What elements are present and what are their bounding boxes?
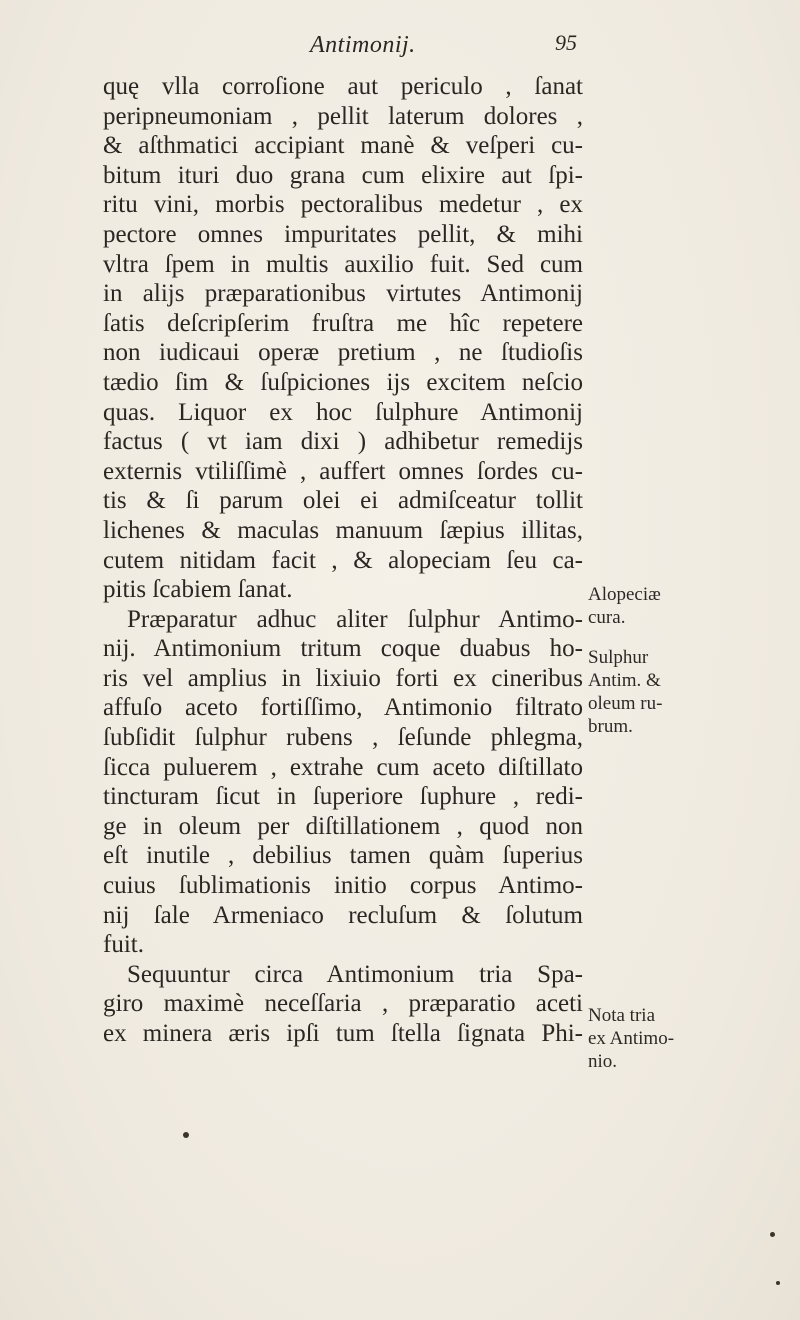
marginal-note-line: Alopeciæ bbox=[588, 584, 661, 605]
text-line: eſt inutile , debilius tamen quàm ſuperius bbox=[103, 842, 583, 870]
text-line: nij. Antimonium tritum coque duabus ho- bbox=[103, 635, 583, 663]
marginal-note-alopecia bbox=[588, 583, 728, 629]
text-line: Præparatur adhuc aliter ſulphur Antimo- bbox=[127, 605, 583, 633]
text-line: ritu vini, morbis pectoralibus medetur , ex bbox=[103, 191, 583, 219]
text-line: pectore omnes impuritates pellit, & mihi bbox=[103, 220, 583, 248]
text-line: in alijs præparationibus virtutes Antimonij bbox=[103, 280, 583, 308]
text-line: pitis ſcabiem ſanat. bbox=[103, 576, 293, 604]
text-line: tædio ſim & ſuſpiciones ijs excitem neſcio bbox=[103, 368, 583, 396]
text-line: tincturam ſicut in ſuperiore ſuphure , redi- bbox=[103, 783, 583, 811]
marginal-note-line: cura. bbox=[588, 607, 626, 628]
text-line: ſubſidit ſulphur rubens , ſeſunde phlegma, bbox=[103, 724, 583, 752]
body-text bbox=[103, 72, 583, 1049]
text-line: factus ( vt iam dixi ) adhibetur remedijs bbox=[103, 428, 583, 456]
ink-speck bbox=[770, 1232, 775, 1237]
marginal-note-line: nio. bbox=[588, 1051, 618, 1072]
running-title: Antimonij. bbox=[310, 32, 416, 58]
ink-speck bbox=[776, 1281, 780, 1285]
marginal-note-line: brum. bbox=[588, 716, 633, 737]
text-line: externis vtiliſſimè , auffert omnes ſordes cu- bbox=[103, 457, 583, 485]
text-line: giro maximè neceſſaria , præparatio aceti bbox=[103, 990, 583, 1018]
text-line: non iudicaui operæ pretium , ne ſtudioſis bbox=[103, 339, 583, 367]
text-line: tis & ſi parum olei ei admiſceatur tollit bbox=[103, 487, 583, 515]
marginal-note-line: ex Antimo- bbox=[588, 1028, 675, 1049]
text-line: cuius ſublimationis initio corpus Antimo- bbox=[103, 872, 583, 900]
marginal-note-line: Antim. & bbox=[588, 670, 661, 691]
text-line: Sequuntur circa Antimonium tria Spa- bbox=[127, 960, 583, 988]
text-line: cutem nitidam facit , & alopeciam ſeu ca- bbox=[103, 546, 583, 574]
ink-speck bbox=[183, 1132, 189, 1138]
text-line: vltra ſpem in multis auxilio fuit. Sed cum bbox=[103, 250, 583, 278]
text-line: ſatis deſcripſerim fruſtra me hîc repetere bbox=[103, 309, 583, 337]
running-head bbox=[0, 20, 800, 60]
text-line: affuſo aceto fortiſſimo, Antimonio filtrato bbox=[103, 694, 583, 722]
marginal-note-line: Sulphur bbox=[588, 647, 649, 668]
text-line: quę vlla corroſione aut periculo , ſanat bbox=[103, 73, 583, 100]
marginal-note-line: Nota tria bbox=[588, 1005, 656, 1026]
text-line: fuit. bbox=[103, 931, 144, 959]
text-line: nij ſale Armeniaco recluſum & ſolutum bbox=[103, 901, 583, 929]
text-line: lichenes & maculas manuum ſæpius illitas, bbox=[103, 516, 583, 544]
text-line: bitum ituri duo grana cum elixire aut ſpi- bbox=[103, 161, 583, 189]
text-line: ris vel amplius in lixiuio forti ex cineribus bbox=[103, 664, 583, 692]
text-line: ex minera æris ipſi tum ſtella ſignata Phi- bbox=[103, 1020, 583, 1047]
text-line: quas. Liquor ex hoc ſulphure Antimonij bbox=[103, 398, 583, 426]
text-line: ge in oleum per diſtillationem , quod non bbox=[103, 812, 583, 840]
text-line: peripneumoniam , pellit laterum dolores , bbox=[103, 102, 583, 130]
marginal-note-tria bbox=[588, 1004, 728, 1073]
page-number: 95 bbox=[555, 30, 577, 55]
text-line: & aſthmatici accipiant manè & veſperi cu- bbox=[103, 132, 583, 160]
marginal-note-line: oleum ru- bbox=[588, 693, 663, 714]
text-line: ſicca puluerem , extrahe cum aceto diſtillato bbox=[103, 753, 583, 781]
marginal-note-sulphur bbox=[588, 646, 728, 738]
